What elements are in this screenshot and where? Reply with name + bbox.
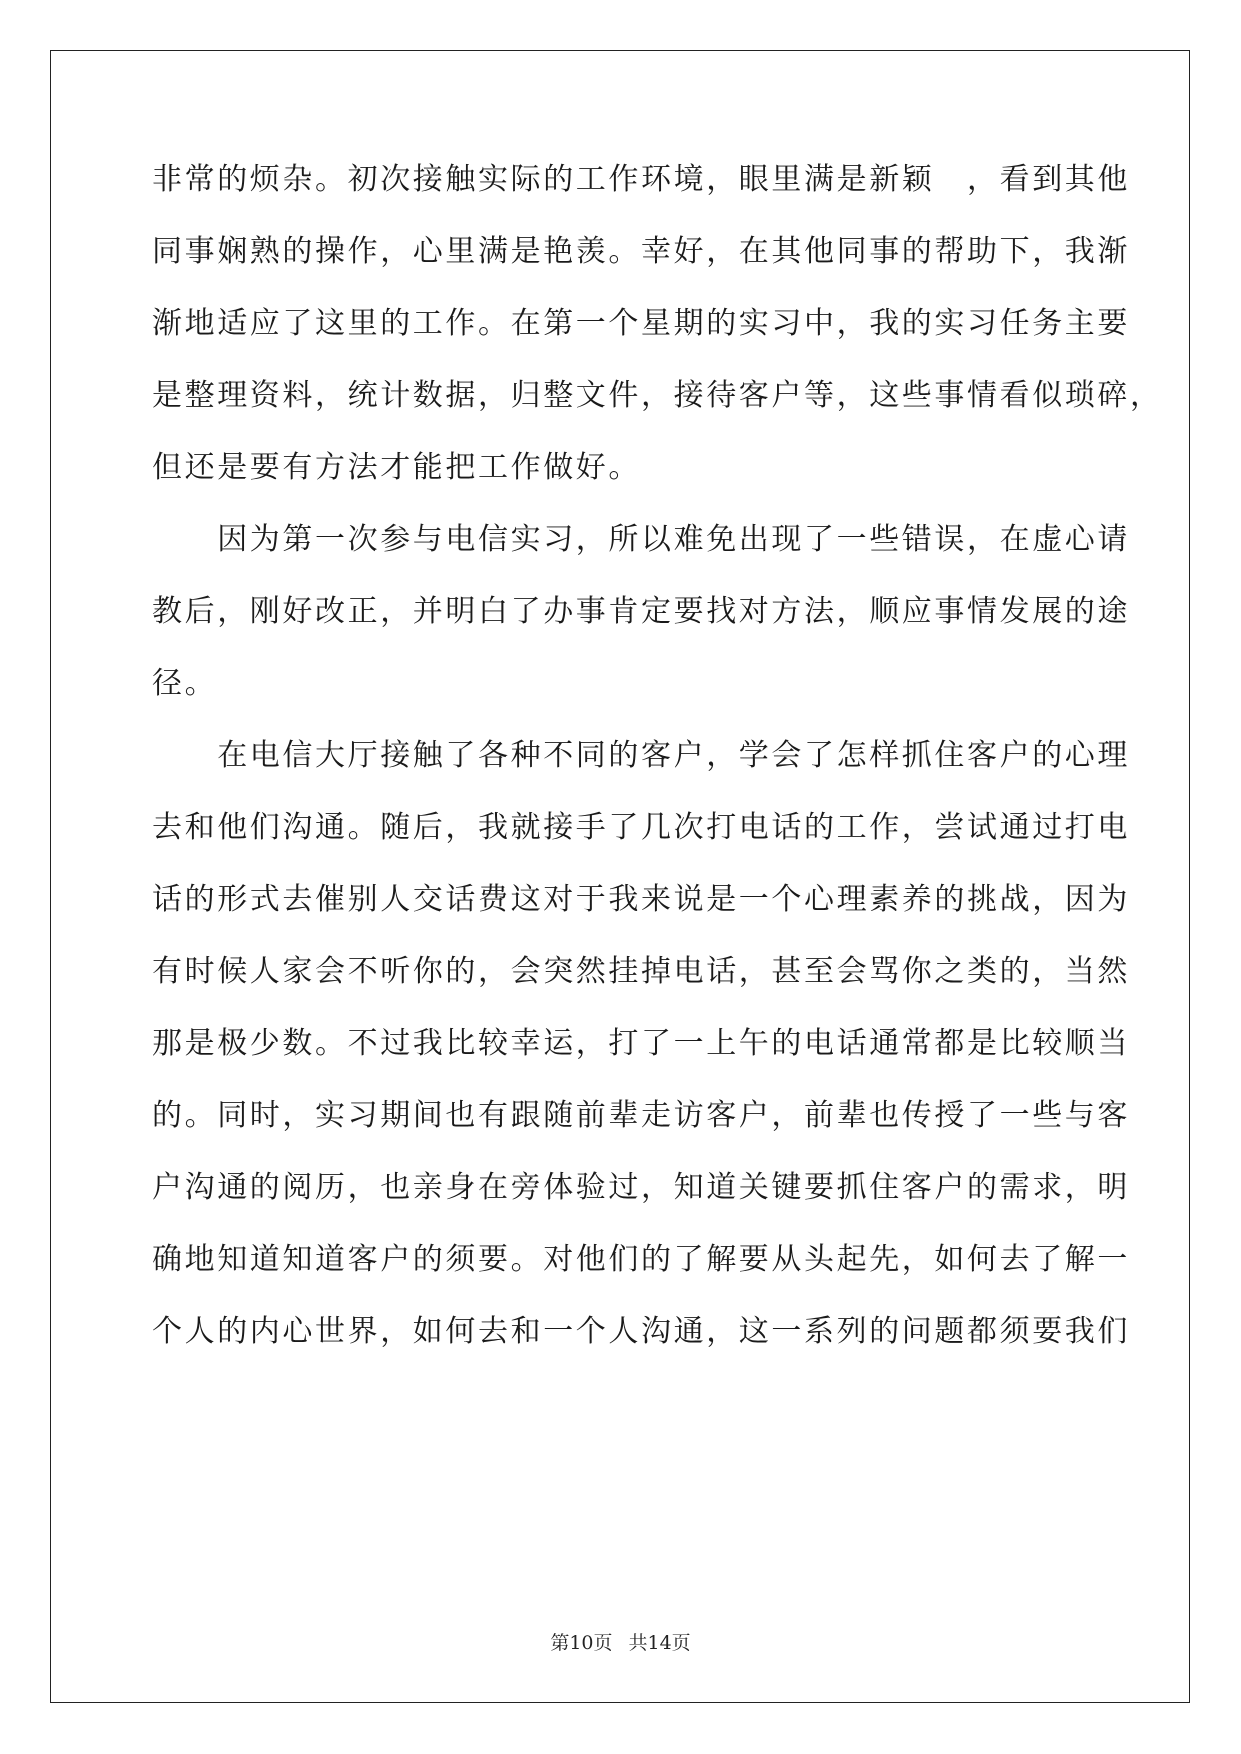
- page-border: [50, 50, 1190, 1703]
- text-line: 非常的烦杂。初次接触实际的工作环境，眼里满是新颖 ，看到其他: [152, 162, 1130, 197]
- text-line: 那是极少数。不过我比较幸运，打了一上午的电话通常都是比较顺当: [152, 1026, 1130, 1061]
- current-page-number: 第10页: [550, 1632, 613, 1654]
- text-line: 话的形式去催别人交话费这对于我来说是一个心理素养的挑战，因为: [152, 882, 1130, 917]
- text-line: 同事娴熟的操作，心里满是艳羡。幸好，在其他同事的帮助下，我渐: [152, 234, 1130, 269]
- text-line: 有时候人家会不听你的，会突然挂掉电话，甚至会骂你之类的，当然: [152, 954, 1130, 989]
- text-line: 是整理资料，统计数据，归整文件，接待客户等，这些事情看似琐碎，: [152, 378, 1163, 413]
- text-line: 渐地适应了这里的工作。在第一个星期的实习中，我的实习任务主要: [152, 306, 1130, 341]
- text-line: 但还是要有方法才能把工作做好。: [152, 450, 641, 485]
- text-line: 确地知道知道客户的须要。对他们的了解要从头起先，如何去了解一: [152, 1242, 1130, 1277]
- page-footer: [0, 1628, 1241, 1655]
- text-line: 个人的内心世界，如何去和一个人沟通，这一系列的问题都须要我们: [152, 1314, 1130, 1349]
- text-line: 去和他们沟通。随后，我就接手了几次打电话的工作，尝试通过打电: [152, 810, 1130, 845]
- text-line: 因为第一次参与电信实习，所以难免出现了一些错误，在虚心请: [152, 522, 1130, 557]
- total-pages: 共14页: [628, 1632, 691, 1654]
- text-line: 径。: [152, 666, 218, 701]
- text-line: 教后，刚好改正，并明白了办事肯定要找对方法，顺应事情发展的途: [152, 594, 1130, 629]
- text-line: 户沟通的阅历，也亲身在旁体验过，知道关键要抓住客户的需求，明: [152, 1170, 1130, 1205]
- text-line: 的。同时，实习期间也有跟随前辈走访客户，前辈也传授了一些与客: [152, 1098, 1130, 1133]
- text-line: 在电信大厅接触了各种不同的客户，学会了怎样抓住客户的心理: [152, 738, 1130, 773]
